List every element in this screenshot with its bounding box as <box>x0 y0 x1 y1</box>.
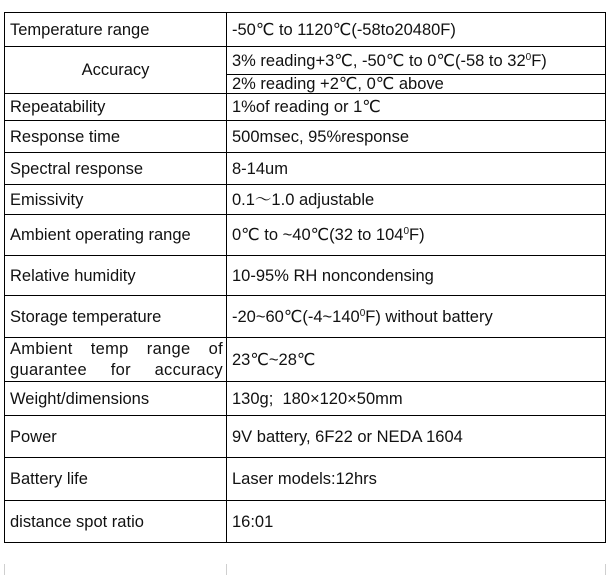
label-accuracy: Accuracy <box>5 47 227 94</box>
ambient-operating-text-tail: F) <box>409 226 425 244</box>
label-repeatability: Repeatability <box>5 94 227 121</box>
label-emissivity: Emissivity <box>5 185 227 215</box>
accuracy-text-1-tail: F) <box>531 51 547 70</box>
value-response-time: 500msec, 95%response <box>227 121 606 153</box>
label-ambient-operating-range: Ambient operating range <box>5 215 227 256</box>
value-distance-spot-ratio: 16:01 <box>227 501 606 543</box>
label-battery-life: Battery life <box>5 458 227 501</box>
label-storage-temperature: Storage temperature <box>5 296 227 338</box>
value-repeatability: 1%of reading or 1℃ <box>227 94 606 121</box>
row-ambient-temp-range <box>5 338 606 382</box>
value-ambient-operating-range <box>227 215 606 256</box>
row-response-time <box>5 121 606 153</box>
value-battery-life: Laser models:12hrs <box>227 458 606 501</box>
row-ambient-operating-range <box>5 215 606 256</box>
value-relative-humidity: 10-95% RH noncondensing <box>227 256 606 296</box>
label-temperature-range: Temperature range <box>5 13 227 47</box>
storage-text-tail: F) without battery <box>365 307 493 326</box>
row-distance-spot-ratio <box>5 501 606 543</box>
label-spectral-response: Spectral response <box>5 153 227 185</box>
value-ambient-temp-range: 23℃~28℃ <box>227 338 606 382</box>
label-response-time: Response time <box>5 121 227 153</box>
row-emissivity <box>5 185 606 215</box>
sheet-gridlines <box>4 564 606 575</box>
row-relative-humidity <box>5 256 606 296</box>
value-accuracy-line-1 <box>227 47 606 75</box>
value-power: 9V battery, 6F22 or NEDA 1604 <box>227 416 606 458</box>
label-ambient-temp-range: Ambient temp range of guarantee for accuracy <box>5 338 227 382</box>
ambient-operating-text: 0℃ to ~40℃(32 to 104 <box>232 226 404 244</box>
accuracy-degree-sup: 0 <box>525 51 532 63</box>
row-temperature-range <box>5 13 606 47</box>
row-spectral-response <box>5 153 606 185</box>
row-weight-dimensions <box>5 382 606 416</box>
row-repeatability <box>5 94 606 121</box>
ambient-operating-degree-sup: 0 <box>403 226 410 237</box>
label-distance-spot-ratio: distance spot ratio <box>5 501 227 543</box>
value-storage-temperature <box>227 296 606 338</box>
value-accuracy-line-2: 2% reading +2℃, 0℃ above <box>227 75 606 94</box>
value-spectral-response: 8-14um <box>227 153 606 185</box>
storage-text: -20~60℃(-4~140 <box>232 307 360 326</box>
spec-table <box>4 12 606 543</box>
value-emissivity: 0.1～1.0 adjustable <box>227 185 606 215</box>
label-power: Power <box>5 416 227 458</box>
row-storage-temperature <box>5 296 606 338</box>
row-power <box>5 416 606 458</box>
label-weight-dimensions: Weight/dimensions <box>5 382 227 416</box>
value-temperature-range: -50℃ to 1120℃(-58to20480F) <box>227 13 606 47</box>
value-weight-dimensions: 130g; 180×120×50mm <box>227 382 606 416</box>
row-accuracy-1 <box>5 47 606 75</box>
storage-degree-sup: 0 <box>359 307 366 319</box>
accuracy-text-1: 3% reading+3℃, -50℃ to 0℃(-58 to 32 <box>232 51 526 70</box>
row-battery-life <box>5 458 606 501</box>
label-relative-humidity: Relative humidity <box>5 256 227 296</box>
